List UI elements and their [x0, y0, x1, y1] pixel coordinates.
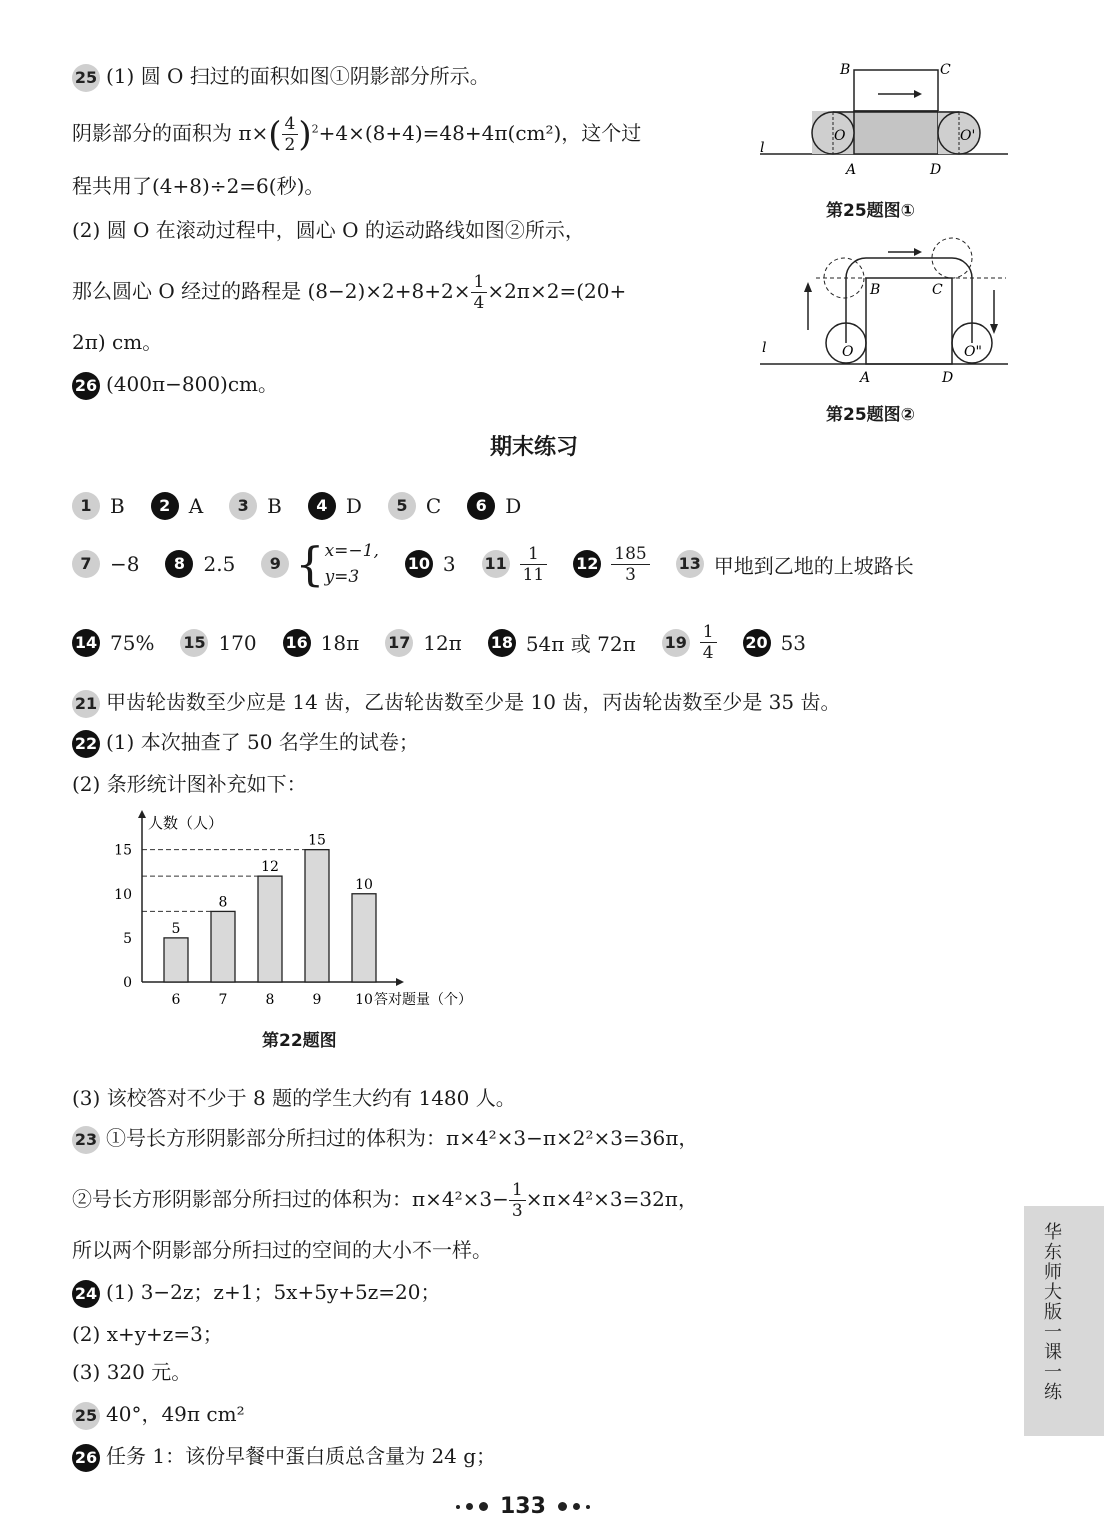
- dot-decoration: [573, 1503, 580, 1510]
- answer-item: 20 53: [743, 629, 806, 657]
- q25-line4: (2) 圆 O 在滚动过程中，圆心 O 的运动路线如图②所示，: [72, 218, 585, 242]
- q26-line: 26 (400π−800)cm。: [72, 370, 278, 400]
- svg-text:O": O": [964, 344, 982, 360]
- svg-text:B: B: [870, 282, 881, 298]
- chart-caption: 第22题图: [262, 1031, 337, 1051]
- svg-text:B: B: [840, 62, 851, 78]
- side-tab: [1024, 1206, 1104, 1436]
- answer-item: 1 B: [72, 492, 125, 520]
- fraction: $\frac{1}{4}$: [471, 272, 488, 313]
- dot-decoration: [466, 1503, 473, 1510]
- fraction: $\frac{1}{3}$: [509, 1180, 526, 1221]
- dot-decoration: [558, 1502, 567, 1511]
- dot-decoration: [456, 1505, 460, 1509]
- fraction: $\frac{4}{2}$: [282, 114, 299, 155]
- y-axis-label: 人数（人）: [148, 814, 224, 832]
- q23-line2: ②号长方形阴影部分所扫过的体积为：π×4²×3− $\frac{1}{3}$ ×π×4²×3=32π，: [72, 1180, 698, 1221]
- q25-line6: 2π) cm。: [72, 330, 163, 354]
- answer-item: 2 A: [151, 492, 203, 520]
- answers-row-2: [72, 538, 940, 590]
- q24-line2: (2) x+y+z=3；: [72, 1322, 223, 1346]
- answer-item: 14 75%: [72, 629, 154, 657]
- q22-line2: (2) 条形统计图补充如下：: [72, 772, 307, 796]
- section-title: 期末练习: [490, 435, 579, 460]
- figure-25-1-caption: 第25题图①: [826, 201, 916, 221]
- svg-text:A: A: [860, 370, 871, 386]
- q23-line1: 23 ①号长方形阴影部分所扫过的体积为：π×4²×3−π×2²×3=36π，: [72, 1124, 698, 1154]
- answer-item: 6 D: [467, 492, 521, 520]
- q25-badge: 25: [72, 64, 100, 92]
- answer-item: 16 18π: [283, 629, 360, 657]
- q22-line3: (3) 该校答对不少于 8 题的学生大约有 1480 人。: [72, 1086, 516, 1110]
- q25-line1: 25 (1) 圆 O 扫过的面积如图①阴影部分所示。: [72, 62, 490, 92]
- q22-line1: 22 (1) 本次抽查了 50 名学生的试卷；: [72, 728, 419, 758]
- page-number-bar: [456, 1494, 590, 1519]
- x-tick-label: 8: [265, 992, 275, 1008]
- answer-item: 17 12π: [385, 629, 462, 657]
- y-tick-label: 15: [114, 842, 132, 859]
- y-tick-label: 10: [114, 886, 132, 903]
- x-axis-label: 答对题量（个）: [374, 992, 472, 1008]
- y-axis-arrow: [138, 810, 146, 818]
- svg-text:O: O: [842, 344, 854, 360]
- answer-item: 3 B: [229, 492, 282, 520]
- y-tick-label: 5: [123, 930, 132, 947]
- q25-line3: 程共用了(4+8)÷2=6(秒)。: [72, 174, 325, 198]
- svg-text:D: D: [930, 162, 942, 178]
- svg-text:O: O: [834, 128, 846, 144]
- q26b-line: 26 任务 1：该份早餐中蛋白质总含量为 24 g；: [72, 1442, 496, 1472]
- svg-text:C: C: [940, 62, 951, 78]
- dot-decoration: [479, 1502, 488, 1511]
- bar: [258, 876, 282, 982]
- q26-badge: 26: [72, 372, 100, 400]
- bar-chart: [110, 808, 520, 1014]
- answer-item: 15 170: [180, 629, 256, 657]
- figure-25-1: [756, 56, 1016, 186]
- x-axis-arrow: [396, 978, 404, 986]
- svg-text:l: l: [760, 140, 765, 156]
- q25-line2: 阴影部分的面积为 π×( $\frac{4}{2}$ )$^2$+4×(8+4)=48+4π(cm²)，这个过: [72, 114, 642, 155]
- answer-item: 8 2.5: [165, 550, 235, 578]
- answer-item: 4 D: [308, 492, 362, 520]
- svg-text:C: C: [932, 282, 943, 298]
- data-label: 10: [355, 876, 373, 893]
- dot-decoration: [586, 1505, 590, 1509]
- y-tick-label: 0: [123, 975, 132, 991]
- side-tab-label: 华东师大版一课一练: [1041, 1222, 1062, 1402]
- svg-text:O': O': [960, 128, 976, 144]
- answers-row-3: [72, 622, 832, 663]
- data-label: 5: [171, 920, 181, 937]
- bar: [305, 850, 329, 982]
- data-label: 12: [261, 859, 279, 876]
- answer-item: 13 甲地到乙地的上坡路长: [676, 550, 914, 579]
- answers-row-1: [72, 492, 547, 520]
- x-tick-label: 9: [312, 992, 322, 1008]
- q23-line3: 所以两个阴影部分所扫过的空间的大小不一样。: [72, 1238, 492, 1262]
- answer-item: 11 $\frac{1}{11}$: [482, 544, 548, 585]
- svg-text:l: l: [762, 340, 767, 356]
- q21-line: 21 甲齿轮齿数至少应是 14 齿，乙齿轮齿数至少是 10 齿，丙齿轮齿数至少是 35 齿。: [72, 688, 841, 718]
- bar: [352, 894, 376, 982]
- q24-line3: (3) 320 元。: [72, 1360, 192, 1384]
- answer-item: 10 3: [405, 550, 456, 578]
- x-tick-label: 10: [355, 992, 373, 1008]
- figure-25-2: [756, 230, 1016, 390]
- answer-item: 5 C: [388, 492, 441, 520]
- bar: [211, 911, 235, 982]
- answer-item: 7 −8: [72, 550, 139, 578]
- svg-text:A: A: [846, 162, 857, 178]
- bar: [164, 938, 188, 982]
- svg-text:D: D: [942, 370, 954, 386]
- answer-item: 19 $\frac{1}{4}$: [662, 622, 717, 663]
- answer-item: 9 { x=−1, y=3: [261, 538, 379, 590]
- x-tick-label: 6: [171, 992, 181, 1008]
- data-label: 15: [308, 832, 326, 849]
- answer-item: 12 $\frac{185}{3}$: [573, 544, 649, 585]
- page-number: 133: [500, 1494, 546, 1519]
- figure-25-2-caption: 第25题图②: [826, 405, 916, 425]
- x-tick-label: 7: [218, 992, 228, 1008]
- data-label: 8: [218, 894, 228, 911]
- q24-line1: 24 (1) 3−2z；z+1；5x+5y+5z=20；: [72, 1278, 440, 1308]
- answer-item: 18 54π 或 72π: [488, 628, 636, 657]
- q25b-line: 25 40°，49π cm²: [72, 1400, 245, 1430]
- q25-line5: 那么圆心 O 经过的路程是 (8−2)×2+8+2× $\frac{1}{4}$ ×2π×2=(20+: [72, 272, 627, 313]
